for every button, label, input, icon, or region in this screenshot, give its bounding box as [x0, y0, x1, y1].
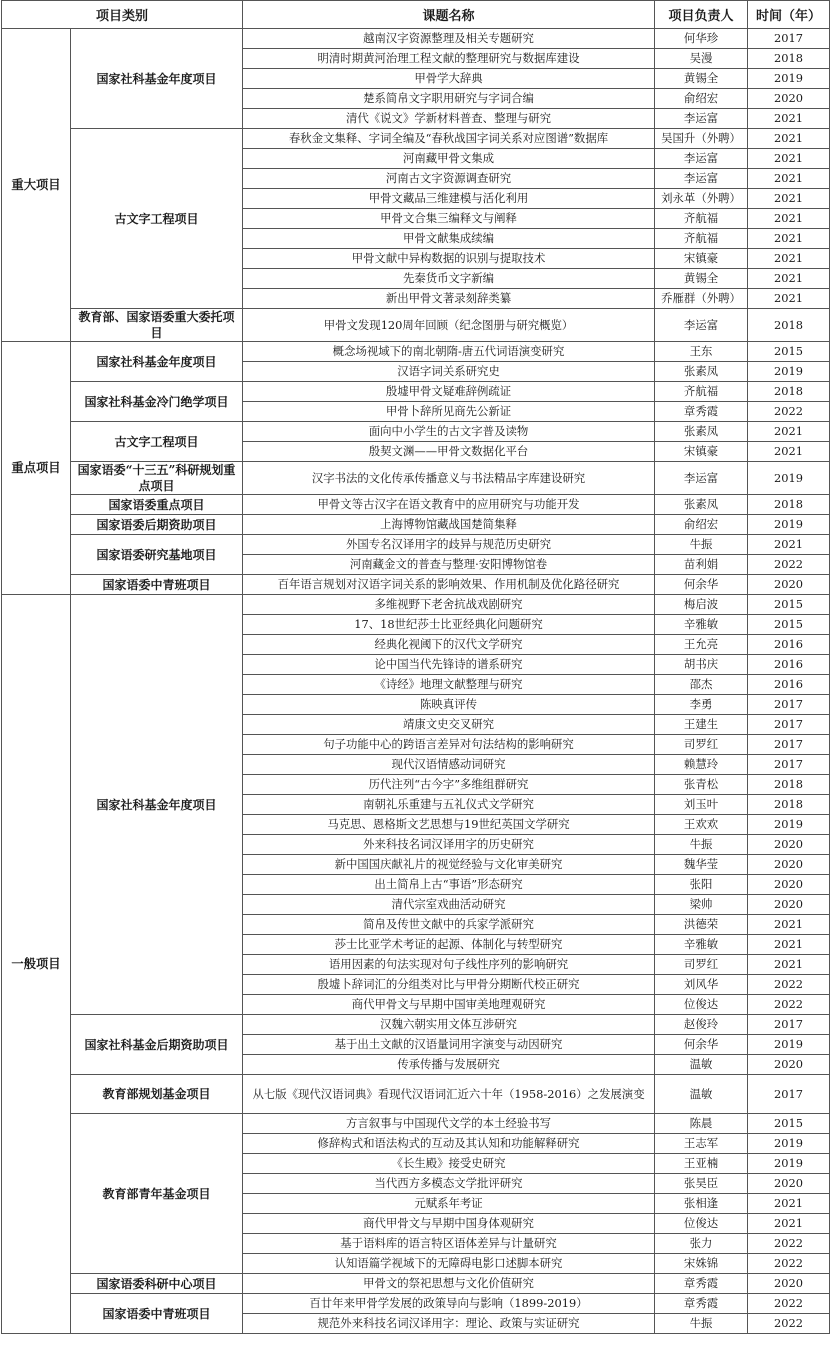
project-year-cell: 2015: [748, 342, 830, 362]
project-year-cell: 2016: [748, 675, 830, 695]
project-year-cell: 2017: [748, 715, 830, 735]
project-leader-cell: 司罗红: [655, 955, 748, 975]
project-leader-cell: 刘永革（外聘）: [655, 189, 748, 209]
project-title-cell: 修辞构式和语法构式的互动及其认知和功能解释研究: [243, 1134, 655, 1154]
project-leader-cell: 位俊达: [655, 1214, 748, 1234]
project-leader-cell: 陈晨: [655, 1114, 748, 1134]
project-leader-cell: 王建生: [655, 715, 748, 735]
table-row: [2, 1274, 830, 1294]
project-year-cell: 2019: [748, 69, 830, 89]
project-title-cell: 句子功能中心的跨语言差异对句法结构的影响研究: [243, 735, 655, 755]
header-row: [2, 1, 830, 29]
project-title-cell: 陈映真评传: [243, 695, 655, 715]
project-title-cell: 新出甲骨文著录刻辞类纂: [243, 289, 655, 309]
project-leader-cell: 王亚楠: [655, 1154, 748, 1174]
project-title-cell: 历代注列“古今字”多维组群研究: [243, 775, 655, 795]
project-year-cell: 2021: [748, 229, 830, 249]
table-body: [2, 29, 830, 1334]
project-title-cell: 靖康文史交叉研究: [243, 715, 655, 735]
project-year-cell: 2018: [748, 382, 830, 402]
project-category-cell: 一般项目: [2, 595, 71, 1334]
project-year-cell: 2017: [748, 755, 830, 775]
project-subcategory-cell: 教育部规划基金项目: [71, 1075, 243, 1114]
project-year-cell: 2017: [748, 735, 830, 755]
project-year-cell: 2018: [748, 495, 830, 515]
project-title-cell: 汉魏六朝实用文体互涉研究: [243, 1015, 655, 1035]
project-leader-cell: 宋镇豪: [655, 442, 748, 462]
project-leader-cell: 齐航福: [655, 229, 748, 249]
project-title-cell: 外来科技名词汉译用字的历史研究: [243, 835, 655, 855]
project-title-cell: 百年语言规划对汉语字词关系的影响效果、作用机制及优化路径研究: [243, 575, 655, 595]
table-row: [2, 535, 830, 555]
table-row: [2, 1015, 830, 1035]
project-year-cell: 2022: [748, 1254, 830, 1274]
project-leader-cell: 刘风华: [655, 975, 748, 995]
table-row: [2, 422, 830, 442]
project-year-cell: 2021: [748, 109, 830, 129]
project-subcategory-cell: 教育部青年基金项目: [71, 1114, 243, 1274]
project-leader-cell: 俞绍宏: [655, 89, 748, 109]
project-leader-cell: 张昊臣: [655, 1174, 748, 1194]
project-year-cell: 2018: [748, 309, 830, 342]
project-leader-cell: 宋镇豪: [655, 249, 748, 269]
project-year-cell: 2022: [748, 1294, 830, 1314]
project-title-cell: 从七版《现代汉语词典》看现代汉语词汇近六十年（1958-2016）之发展演变: [243, 1075, 655, 1114]
project-title-cell: 认知语篇学视域下的无障碍电影口述脚本研究: [243, 1254, 655, 1274]
project-year-cell: 2019: [748, 1035, 830, 1055]
table-row: [2, 309, 830, 342]
project-subcategory-cell: 国家语委后期资助项目: [71, 515, 243, 535]
project-title-cell: 甲骨文的祭祀思想与文化价值研究: [243, 1274, 655, 1294]
project-title-cell: 汉字书法的文化传承传播意义与书法精品字库建设研究: [243, 462, 655, 495]
project-leader-cell: 张素凤: [655, 495, 748, 515]
project-title-cell: 明清时期黄河治理工程文献的整理研究与数据库建设: [243, 49, 655, 69]
project-year-cell: 2017: [748, 1075, 830, 1114]
project-title-cell: 甲骨文发现120周年回顾（纪念图册与研究概览）: [243, 309, 655, 342]
project-title-cell: 南朝礼乐重建与五礼仪式文学研究: [243, 795, 655, 815]
project-title-cell: 马克思、恩格斯文艺思想与19世纪英国文学研究: [243, 815, 655, 835]
project-leader-cell: 张青松: [655, 775, 748, 795]
project-leader-cell: 张素凤: [655, 362, 748, 382]
project-year-cell: 2021: [748, 915, 830, 935]
project-leader-cell: 何华珍: [655, 29, 748, 49]
project-leader-cell: 牛振: [655, 1314, 748, 1334]
project-year-cell: 2015: [748, 615, 830, 635]
project-title-cell: 新中国国庆献礼片的视觉经验与文化审美研究: [243, 855, 655, 875]
project-title-cell: 传承传播与发展研究: [243, 1055, 655, 1075]
project-leader-cell: 梅启波: [655, 595, 748, 615]
project-title-cell: 简帛及传世文献中的兵家学派研究: [243, 915, 655, 935]
project-title-cell: 经典化视阈下的汉代文学研究: [243, 635, 655, 655]
project-title-cell: 规范外来科技名词汉译用字：理论、政策与实证研究: [243, 1314, 655, 1334]
project-leader-cell: 位俊达: [655, 995, 748, 1015]
project-year-cell: 2020: [748, 855, 830, 875]
project-leader-cell: 赖慧玲: [655, 755, 748, 775]
project-leader-cell: 王允亮: [655, 635, 748, 655]
project-leader-cell: 王志军: [655, 1134, 748, 1154]
project-subcategory-cell: 国家语委科研中心项目: [71, 1274, 243, 1294]
project-year-cell: 2019: [748, 515, 830, 535]
project-year-cell: 2015: [748, 1114, 830, 1134]
project-leader-cell: 齐航福: [655, 209, 748, 229]
project-leader-cell: 赵俊玲: [655, 1015, 748, 1035]
project-title-cell: 面向中小学生的古文字普及读物: [243, 422, 655, 442]
project-leader-cell: 乔雁群（外聘）: [655, 289, 748, 309]
project-year-cell: 2018: [748, 795, 830, 815]
project-subcategory-cell: 国家语委“十三五”科研规划重点项目: [71, 462, 243, 495]
title-header: 课题名称: [243, 1, 655, 29]
project-title-cell: 甲骨卜辞所见商先公新证: [243, 402, 655, 422]
project-leader-cell: 辛雅敏: [655, 935, 748, 955]
project-title-cell: 多维视野下老舍抗战戏剧研究: [243, 595, 655, 615]
project-title-cell: 元赋系年考证: [243, 1194, 655, 1214]
project-year-cell: 2021: [748, 422, 830, 442]
project-year-cell: 2022: [748, 402, 830, 422]
project-year-cell: 2020: [748, 895, 830, 915]
project-leader-cell: 李运富: [655, 149, 748, 169]
project-title-cell: 越南汉字资源整理及相关专题研究: [243, 29, 655, 49]
project-year-cell: 2021: [748, 209, 830, 229]
project-leader-cell: 洪德荣: [655, 915, 748, 935]
project-leader-cell: 黄锡全: [655, 69, 748, 89]
project-title-cell: 甲骨文等古汉字在语文教育中的应用研究与功能开发: [243, 495, 655, 515]
project-leader-cell: 俞绍宏: [655, 515, 748, 535]
project-subcategory-cell: 国家社科基金冷门绝学项目: [71, 382, 243, 422]
table-row: [2, 29, 830, 49]
project-year-cell: 2020: [748, 835, 830, 855]
table-row: [2, 1294, 830, 1314]
table-row: [2, 495, 830, 515]
project-leader-cell: 李勇: [655, 695, 748, 715]
project-year-cell: 2017: [748, 695, 830, 715]
project-leader-cell: 李运富: [655, 462, 748, 495]
project-year-cell: 2019: [748, 1134, 830, 1154]
project-year-cell: 2021: [748, 249, 830, 269]
project-title-cell: 论中国当代先锋诗的谱系研究: [243, 655, 655, 675]
project-year-cell: 2021: [748, 535, 830, 555]
project-year-cell: 2021: [748, 189, 830, 209]
project-title-cell: 商代甲骨文与早期中国审美地理观研究: [243, 995, 655, 1015]
project-leader-cell: 宋姝锦: [655, 1254, 748, 1274]
project-leader-cell: 魏华莹: [655, 855, 748, 875]
year-header: 时间（年）: [748, 1, 830, 29]
project-subcategory-cell: 国家语委中青班项目: [71, 575, 243, 595]
project-leader-cell: 温敏: [655, 1075, 748, 1114]
project-title-cell: 基于出土文献的汉语量词用字演变与动因研究: [243, 1035, 655, 1055]
project-title-cell: 当代西方多模态文学批评研究: [243, 1174, 655, 1194]
project-year-cell: 2021: [748, 149, 830, 169]
project-subcategory-cell: 国家语委研究基地项目: [71, 535, 243, 575]
project-title-cell: 现代汉语情感动词研究: [243, 755, 655, 775]
project-year-cell: 2021: [748, 1194, 830, 1214]
project-year-cell: 2021: [748, 1214, 830, 1234]
project-title-cell: 甲骨文献中异构数据的识别与提取技术: [243, 249, 655, 269]
project-subcategory-cell: 国家社科基金后期资助项目: [71, 1015, 243, 1075]
category-header: 项目类别: [2, 1, 243, 29]
project-title-cell: 河南古文字资源调查研究: [243, 169, 655, 189]
project-year-cell: 2021: [748, 269, 830, 289]
project-leader-cell: 黄锡全: [655, 269, 748, 289]
project-leader-cell: 张阳: [655, 875, 748, 895]
project-category-cell: 重点项目: [2, 342, 71, 595]
project-title-cell: 《诗经》地理文献整理与研究: [243, 675, 655, 695]
project-leader-cell: 吴漫: [655, 49, 748, 69]
table-row: [2, 1075, 830, 1114]
project-title-cell: 甲骨文献集成续编: [243, 229, 655, 249]
project-year-cell: 2019: [748, 362, 830, 382]
project-year-cell: 2021: [748, 935, 830, 955]
project-year-cell: 2019: [748, 462, 830, 495]
project-subcategory-cell: 古文字工程项目: [71, 129, 243, 309]
project-title-cell: 甲骨文藏品三维建模与活化利用: [243, 189, 655, 209]
project-title-cell: 基于语料库的语言特区语体差异与计量研究: [243, 1234, 655, 1254]
project-leader-cell: 吴国升（外聘）: [655, 129, 748, 149]
project-title-cell: 楚系简帛文字职用研究与字词合编: [243, 89, 655, 109]
table-row: [2, 462, 830, 495]
project-subcategory-cell: 国家语委重点项目: [71, 495, 243, 515]
project-leader-cell: 张力: [655, 1234, 748, 1254]
project-leader-cell: 李运富: [655, 109, 748, 129]
project-title-cell: 方言叙事与中国现代文学的本土经验书写: [243, 1114, 655, 1134]
project-year-cell: 2020: [748, 89, 830, 109]
project-title-cell: 百廿年来甲骨学发展的政策导向与影响（1899-2019）: [243, 1294, 655, 1314]
project-leader-cell: 李运富: [655, 169, 748, 189]
project-year-cell: 2019: [748, 1154, 830, 1174]
project-title-cell: 先秦货币文字新编: [243, 269, 655, 289]
project-leader-cell: 章秀霞: [655, 402, 748, 422]
project-year-cell: 2015: [748, 595, 830, 615]
project-title-cell: 甲骨文合集三编释文与阐释: [243, 209, 655, 229]
project-year-cell: 2021: [748, 289, 830, 309]
project-title-cell: 17、18世纪莎士比亚经典化问题研究: [243, 615, 655, 635]
project-year-cell: 2020: [748, 875, 830, 895]
project-leader-cell: 刘玉叶: [655, 795, 748, 815]
project-year-cell: 2021: [748, 442, 830, 462]
project-leader-cell: 章秀霞: [655, 1294, 748, 1314]
project-title-cell: 上海博物馆藏战国楚简集释: [243, 515, 655, 535]
project-subcategory-cell: 国家社科基金年度项目: [71, 29, 243, 129]
project-title-cell: 语用因素的句法实现对句子线性序列的影响研究: [243, 955, 655, 975]
table-row: [2, 575, 830, 595]
project-title-cell: 清代《说文》学新材料普查、整理与研究: [243, 109, 655, 129]
project-subcategory-cell: 国家语委中青班项目: [71, 1294, 243, 1334]
project-title-cell: 概念场视域下的南北朝隋-唐五代词语演变研究: [243, 342, 655, 362]
project-leader-cell: 梁帅: [655, 895, 748, 915]
project-year-cell: 2022: [748, 995, 830, 1015]
project-leader-cell: 邵杰: [655, 675, 748, 695]
project-title-cell: 清代宗室戏曲活动研究: [243, 895, 655, 915]
project-year-cell: 2022: [748, 1234, 830, 1254]
project-year-cell: 2021: [748, 169, 830, 189]
project-leader-cell: 张素凤: [655, 422, 748, 442]
project-leader-cell: 胡书庆: [655, 655, 748, 675]
project-leader-cell: 何余华: [655, 1035, 748, 1055]
project-year-cell: 2016: [748, 655, 830, 675]
project-year-cell: 2018: [748, 49, 830, 69]
project-title-cell: 外国专名汉译用字的歧异与规范历史研究: [243, 535, 655, 555]
table-row: [2, 129, 830, 149]
project-year-cell: 2021: [748, 129, 830, 149]
projects-table: [1, 0, 830, 1334]
project-year-cell: 2020: [748, 1055, 830, 1075]
project-subcategory-cell: 国家社科基金年度项目: [71, 342, 243, 382]
project-year-cell: 2020: [748, 1174, 830, 1194]
project-leader-cell: 李运富: [655, 309, 748, 342]
project-year-cell: 2021: [748, 955, 830, 975]
project-title-cell: 河南藏金文的普查与整理·安阳博物馆卷: [243, 555, 655, 575]
project-year-cell: 2017: [748, 29, 830, 49]
project-year-cell: 2022: [748, 555, 830, 575]
project-year-cell: 2020: [748, 575, 830, 595]
project-leader-cell: 辛雅敏: [655, 615, 748, 635]
project-leader-cell: 何余华: [655, 575, 748, 595]
project-subcategory-cell: 古文字工程项目: [71, 422, 243, 462]
table-row: [2, 342, 830, 362]
project-title-cell: 汉语字词关系研究史: [243, 362, 655, 382]
table-row: [2, 382, 830, 402]
project-year-cell: 2022: [748, 1314, 830, 1334]
project-title-cell: 商代甲骨文与早期中国身体观研究: [243, 1214, 655, 1234]
project-leader-cell: 王东: [655, 342, 748, 362]
project-category-cell: 重大项目: [2, 29, 71, 342]
leader-header: 项目负责人: [655, 1, 748, 29]
project-year-cell: 2020: [748, 1274, 830, 1294]
table-row: [2, 595, 830, 615]
project-leader-cell: 温敏: [655, 1055, 748, 1075]
project-title-cell: 河南藏甲骨文集成: [243, 149, 655, 169]
project-title-cell: 殷墟甲骨文疑难辞例疏证: [243, 382, 655, 402]
project-leader-cell: 司罗红: [655, 735, 748, 755]
project-title-cell: 莎士比亚学术考证的起源、体制化与转型研究: [243, 935, 655, 955]
project-year-cell: 2017: [748, 1015, 830, 1035]
project-title-cell: 《长生殿》接受史研究: [243, 1154, 655, 1174]
project-year-cell: 2019: [748, 815, 830, 835]
project-title-cell: 殷墟卜辞词汇的分组类对比与甲骨分期断代校正研究: [243, 975, 655, 995]
project-leader-cell: 张相逢: [655, 1194, 748, 1214]
table-row: [2, 515, 830, 535]
table-row: [2, 1114, 830, 1134]
project-leader-cell: 王欢欢: [655, 815, 748, 835]
project-title-cell: 春秋金文集释、字词全编及“春秋战国字词关系对应图谱”数据库: [243, 129, 655, 149]
project-leader-cell: 牛振: [655, 535, 748, 555]
project-year-cell: 2018: [748, 775, 830, 795]
project-leader-cell: 齐航福: [655, 382, 748, 402]
project-year-cell: 2016: [748, 635, 830, 655]
project-subcategory-cell: 国家社科基金年度项目: [71, 595, 243, 1015]
project-title-cell: 甲骨学大辞典: [243, 69, 655, 89]
project-leader-cell: 苗利娟: [655, 555, 748, 575]
project-leader-cell: 章秀霞: [655, 1274, 748, 1294]
project-year-cell: 2022: [748, 975, 830, 995]
project-title-cell: 殷契文渊——甲骨文数据化平台: [243, 442, 655, 462]
project-subcategory-cell: 教育部、国家语委重大委托项目: [71, 309, 243, 342]
project-title-cell: 出土简帛上古“事语”形态研究: [243, 875, 655, 895]
project-leader-cell: 牛振: [655, 835, 748, 855]
